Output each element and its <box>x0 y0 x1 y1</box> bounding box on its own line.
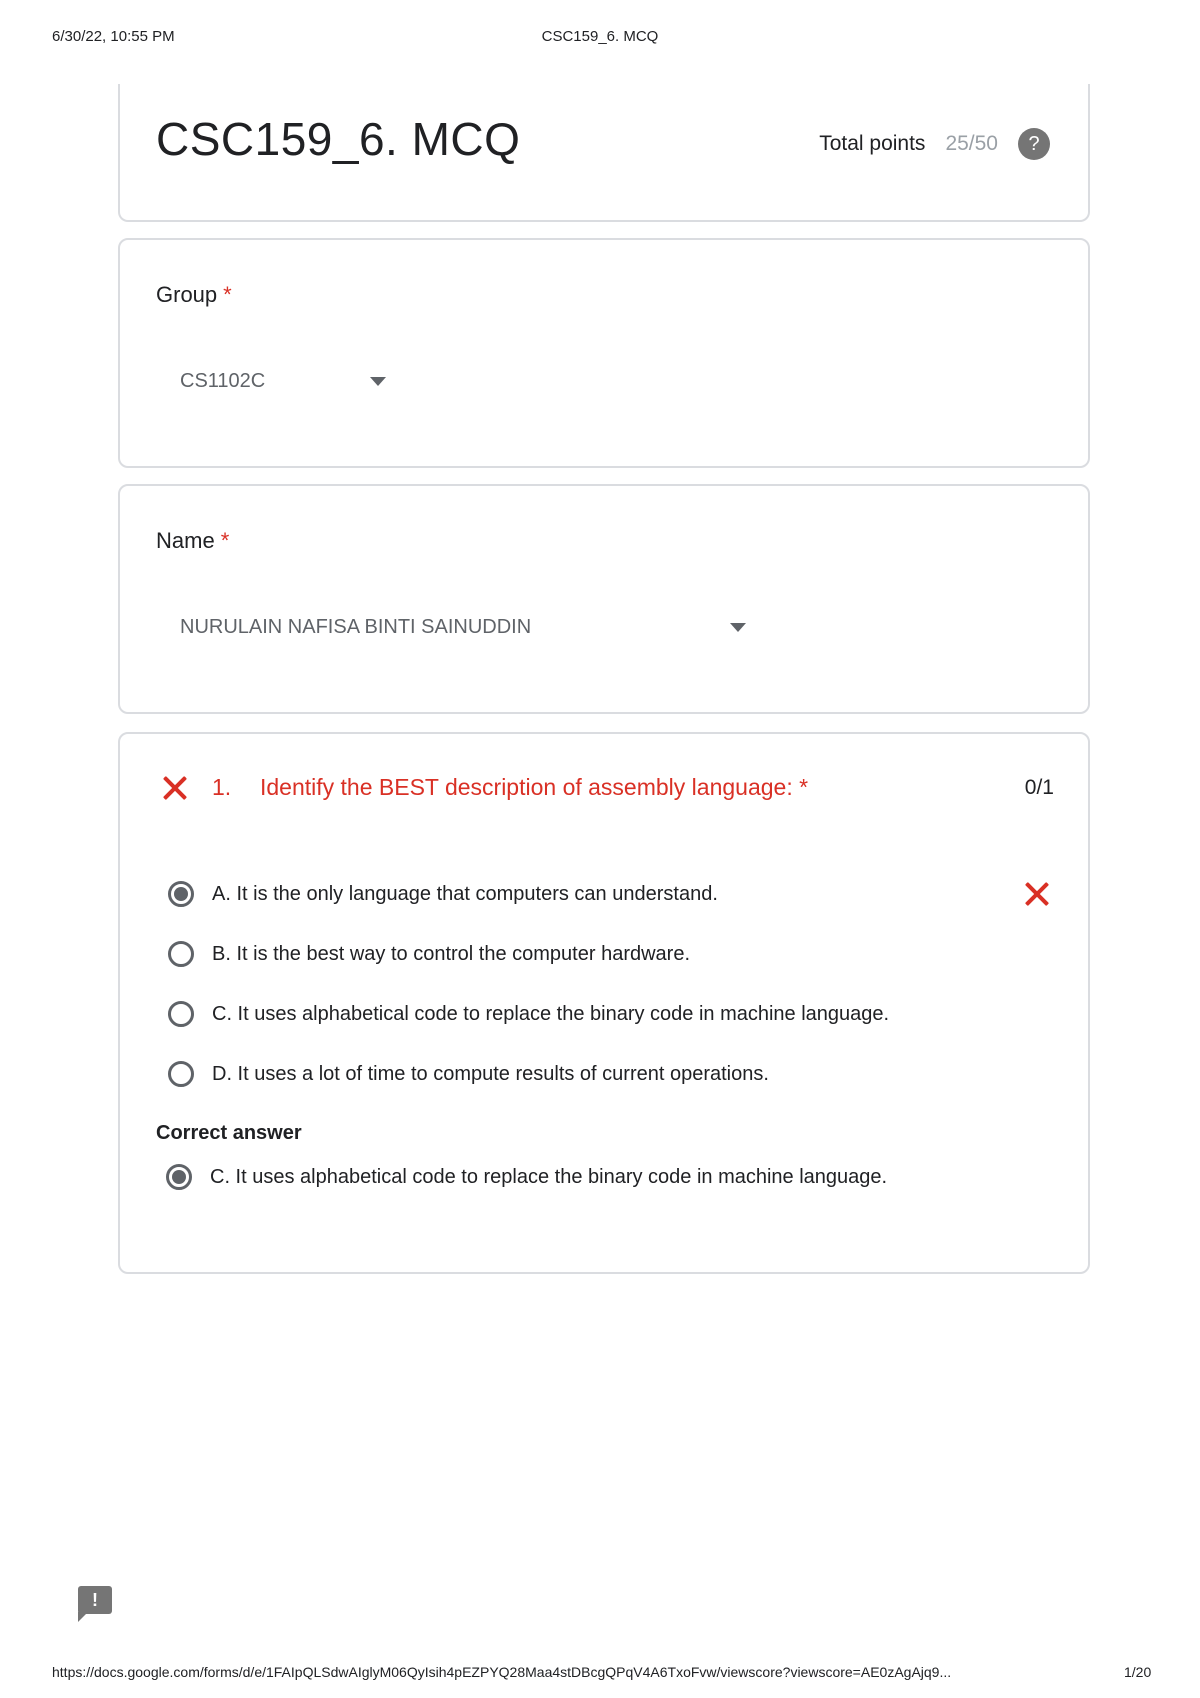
question-score: 0/1 <box>1024 775 1054 799</box>
total-points-label: Total points <box>819 132 926 155</box>
radio-selected-icon <box>166 1164 192 1190</box>
print-page-title: CSC159_6. MCQ <box>541 28 659 45</box>
option-label: D. It uses a lot of time to compute results of current operations. <box>212 1062 769 1085</box>
group-label-text: Group <box>156 282 218 307</box>
question-text <box>260 774 808 801</box>
print-page-number: 1/20 <box>1124 1664 1152 1680</box>
print-datetime: 6/30/22, 10:55 PM <box>52 28 175 45</box>
radio-dot <box>174 887 188 901</box>
dropdown-arrow-icon <box>730 623 746 632</box>
wrong-answer-icon <box>1024 881 1050 907</box>
correct-answer-text: C. It uses alphabetical code to replace the binary code in machine language. <box>210 1165 888 1188</box>
print-header <box>0 28 1200 48</box>
name-label <box>156 528 229 554</box>
required-star: * <box>223 282 232 307</box>
print-footer <box>0 1664 1200 1684</box>
question-1-header <box>162 774 1054 801</box>
correct-answer-heading: Correct answer <box>156 1122 302 1144</box>
question-number: 1. <box>212 774 232 800</box>
help-icon[interactable]: ? <box>1018 128 1050 160</box>
required-star: * <box>220 528 230 553</box>
question-1-card <box>118 732 1090 1274</box>
question-text-content: Identify the BEST description of assembly language: <box>260 774 793 800</box>
total-points-value: 25/50 <box>945 132 998 155</box>
name-label-text: Name <box>156 528 215 553</box>
name-dropdown[interactable] <box>180 616 746 639</box>
radio-selected-icon[interactable] <box>168 881 194 907</box>
radio-unselected-icon[interactable] <box>168 1001 194 1027</box>
form-title: CSC159_6. MCQ <box>156 113 521 165</box>
option-d[interactable] <box>168 1044 1050 1104</box>
radio-dot <box>172 1170 186 1184</box>
print-url: https://docs.google.com/forms/d/e/1FAIpQLSdwAIglyM06QyIsih4pEZPYQ28Maa4stDBcgQPqV4A6TxoFvw/viewscore?viewscore=AE0zAgAjq9... <box>52 1664 952 1680</box>
feedback-icon[interactable]: ! <box>78 1586 112 1614</box>
incorrect-icon <box>162 775 188 801</box>
name-dropdown-value: NURULAIN NAFISA BINTI SAINUDDIN <box>180 616 532 638</box>
required-star: * <box>799 774 809 800</box>
option-c[interactable] <box>168 984 1050 1044</box>
group-dropdown[interactable] <box>180 370 386 393</box>
option-label: A. It is the only language that computers can understand. <box>212 882 718 905</box>
total-points <box>819 128 1050 160</box>
radio-unselected-icon[interactable] <box>168 941 194 967</box>
option-label: C. It uses alphabetical code to replace the binary code in machine language. <box>212 1002 890 1025</box>
radio-unselected-icon[interactable] <box>168 1061 194 1087</box>
option-b[interactable] <box>168 924 1050 984</box>
correct-answer-option <box>166 1164 887 1190</box>
group-question-card <box>118 238 1090 468</box>
option-a[interactable] <box>168 864 1050 924</box>
group-dropdown-value: CS1102C <box>180 370 266 392</box>
name-question-card <box>118 484 1090 714</box>
answer-options <box>168 864 1050 1104</box>
group-label <box>156 282 232 308</box>
option-label: B. It is the best way to control the computer hardware. <box>212 942 691 965</box>
dropdown-arrow-icon <box>370 377 386 386</box>
form-title-card <box>118 84 1090 222</box>
